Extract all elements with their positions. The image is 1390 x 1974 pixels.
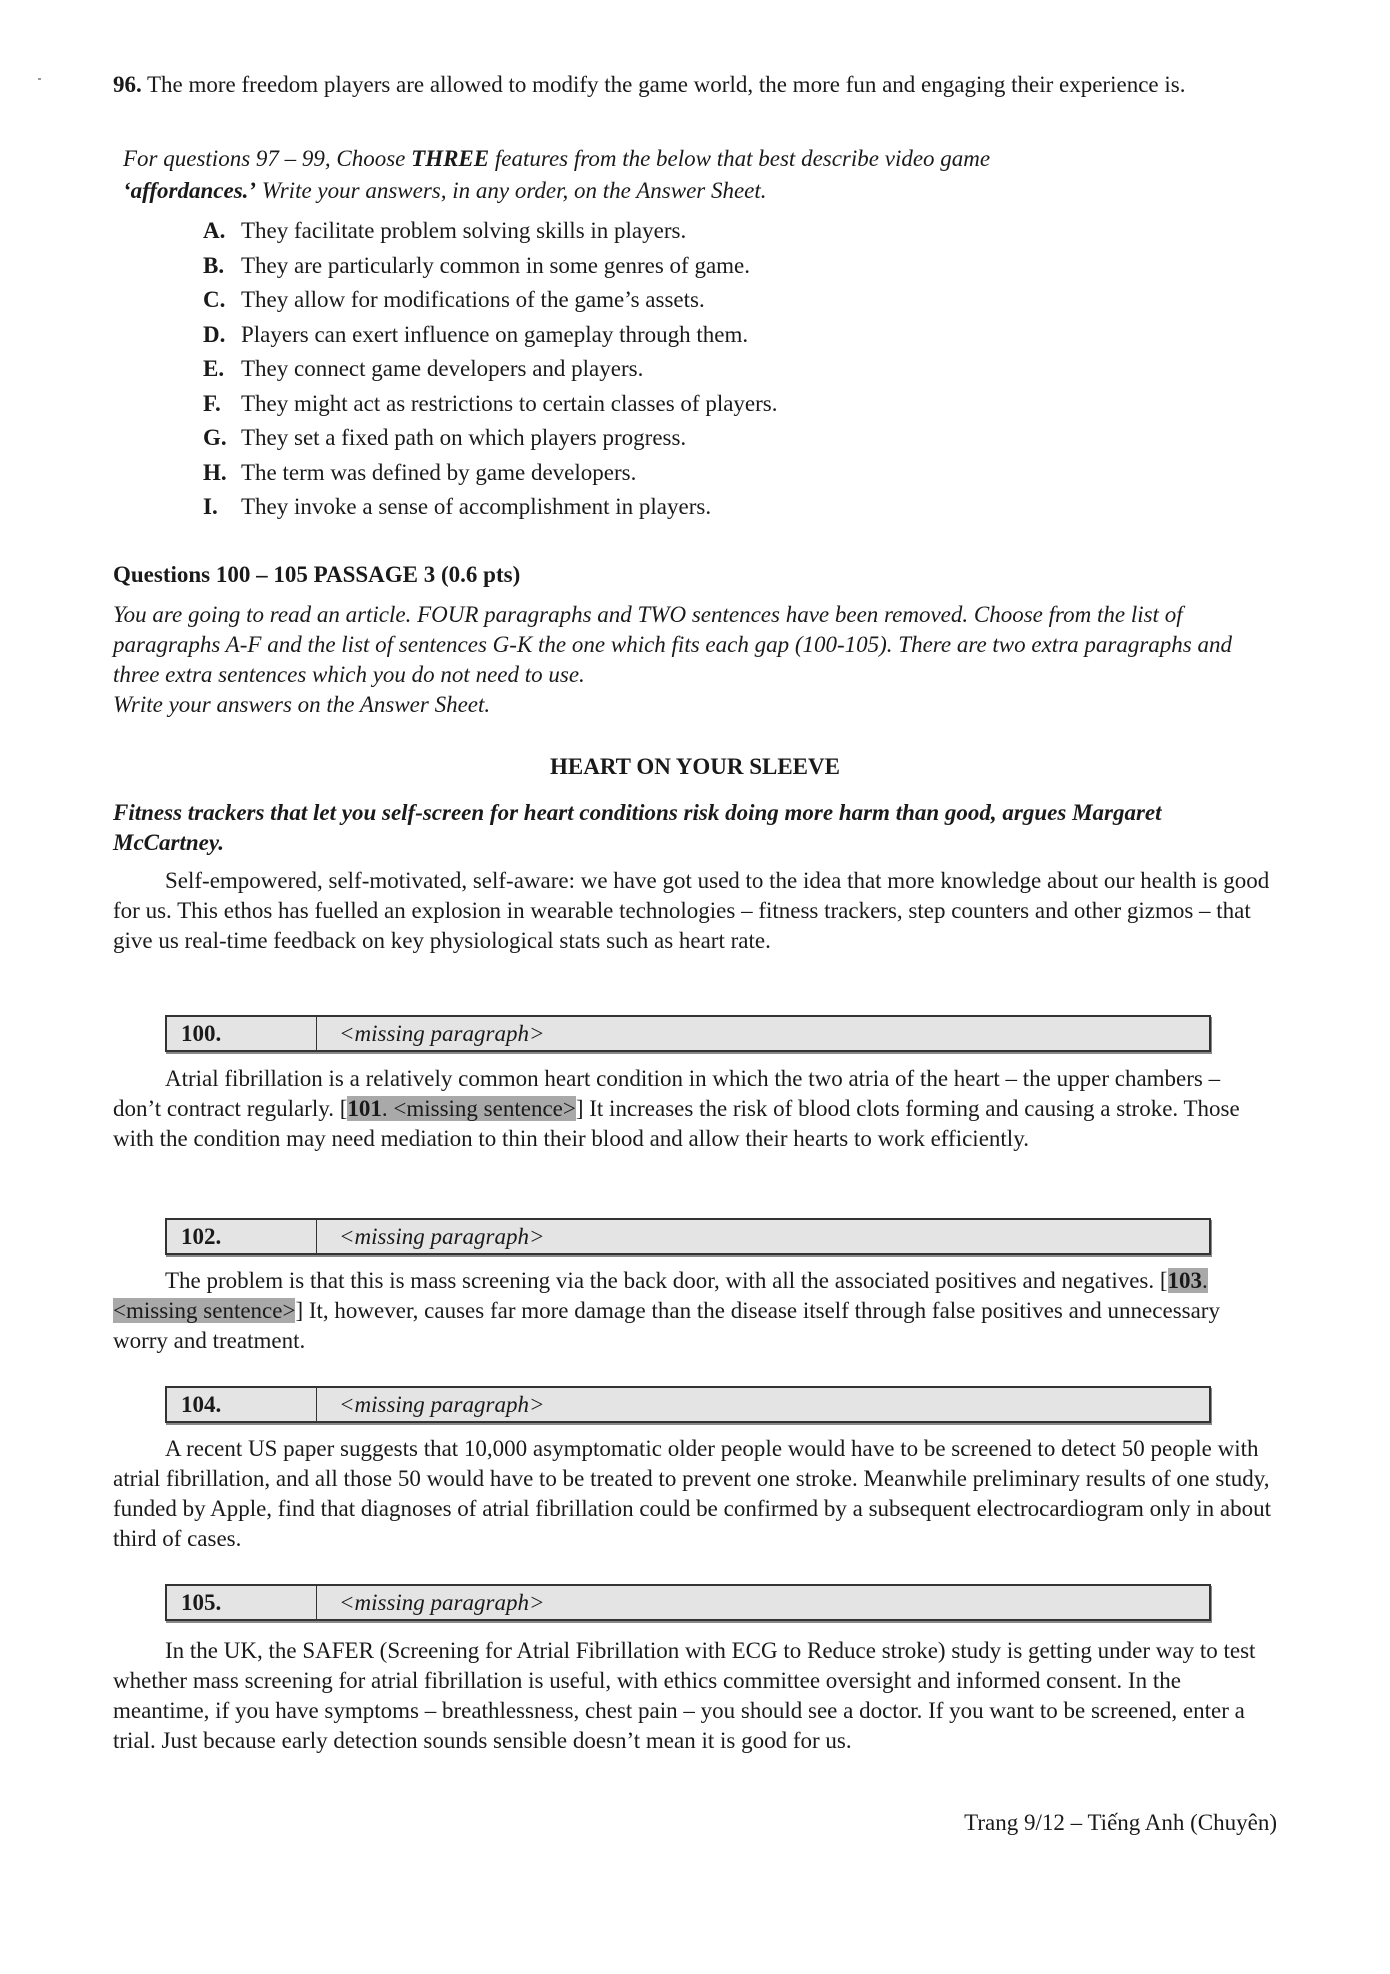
option-text: They allow for modifications of the game’s assets. xyxy=(241,287,705,312)
option-item xyxy=(203,421,1103,456)
option-text: They invoke a sense of accomplishment in players. xyxy=(241,494,712,519)
option-letter: G. xyxy=(203,425,227,450)
gap-number: 102. xyxy=(167,1220,317,1253)
gap-box-100 xyxy=(165,1015,1211,1052)
gap-label: <missing paragraph> xyxy=(339,1391,545,1417)
paragraph-text: The problem is that this is mass screening via the back door, with all the associated positives and negatives. [ xyxy=(165,1268,1168,1293)
option-letter: C. xyxy=(203,287,226,312)
gap-box-102 xyxy=(165,1218,1211,1255)
article-title: HEART ON YOUR SLEEVE xyxy=(550,754,840,779)
option-letter: A. xyxy=(203,218,226,243)
option-text: They connect game developers and players. xyxy=(241,356,644,381)
scan-speck xyxy=(38,78,41,80)
gap-number: 104. xyxy=(167,1388,317,1421)
gap-label: . <missing sentence> xyxy=(113,1268,1208,1323)
instruction-emphasis: THREE xyxy=(411,146,490,171)
gap-label: <missing paragraph> xyxy=(339,1223,545,1249)
option-letter: F. xyxy=(203,390,221,416)
paragraph-text: In the UK, the SAFER (Screening for Atrial Fibrillation with ECG to Reduce stroke) study is getting under way to test whether mass screening for atrial fibrillation is useful, with ethics committee oversight and informed consent. In the meantime, if you have symptoms – breathlessness, chest pain – you should see a doctor. If you want to be screened, enter a trial. Just because early detection sounds sensible doesn’t mean it is good for us. xyxy=(113,1638,1256,1753)
options-list xyxy=(203,214,1103,525)
paragraph-text: Self-empowered, self-motivated, self-aware: we have got used to the idea that more knowledge about our health is good for us. This ethos has fuelled an explosion in wearable technologies – fitness trackers, step counters and other gizmos – that give us real-time feedback on key physiological stats such as heart rate. xyxy=(113,868,1270,953)
gap-number: 101 xyxy=(347,1096,382,1121)
write-note: Write your answers on the Answer Sheet. xyxy=(113,692,491,717)
option-letter: B. xyxy=(203,252,225,278)
instruction-text: features from the below that best describe video game xyxy=(489,146,991,171)
option-item xyxy=(203,387,1103,422)
gap-number: 103 xyxy=(1167,1268,1203,1293)
option-item xyxy=(203,283,1103,318)
paragraph-4 xyxy=(113,1434,1273,1554)
option-letter: D. xyxy=(203,321,226,347)
instruction-term: ‘affordances.’ xyxy=(123,178,257,203)
question-number: 96. xyxy=(113,72,142,97)
option-text: Players can exert influence on gameplay through them. xyxy=(241,321,749,347)
option-item xyxy=(203,490,1103,525)
paragraph-2 xyxy=(113,1064,1273,1154)
option-item xyxy=(203,456,1103,491)
paragraph-5 xyxy=(113,1636,1273,1756)
section-heading: Questions 100 – 105 PASSAGE 3 (0.6 pts) xyxy=(113,562,521,587)
instruction-text: Write your answers, in any order, on the Answer Sheet. xyxy=(256,178,767,203)
option-text: They might act as restrictions to certain classes of players. xyxy=(241,390,778,416)
paragraph-1 xyxy=(113,866,1273,956)
gap-box-104 xyxy=(165,1386,1211,1423)
paragraph-text: A recent US paper suggests that 10,000 asymptomatic older people would have to be screened to detect 50 people with atrial fibrillation, and all those 50 would have to be treated to prevent one stroke. Meanwhile preliminary results of one study, funded by Apple, find that diagnoses of atrial fibrillation could be confirmed by a subsequent electrocardiogram only in about third of cases. xyxy=(113,1436,1271,1551)
option-text: They set a fixed path on which players progress. xyxy=(241,425,687,450)
gap-box-105 xyxy=(165,1584,1211,1621)
option-text: They facilitate problem solving skills in players. xyxy=(241,218,687,243)
option-text: They are particularly common in some genres of game. xyxy=(241,252,751,278)
option-text: The term was defined by game developers. xyxy=(241,459,637,485)
instructions-97-99 xyxy=(123,143,1243,207)
question-text: The more freedom players are allowed to modify the game world, the more fun and engaging their experience is. xyxy=(147,72,1186,97)
gap-label: <missing paragraph> xyxy=(339,1020,545,1046)
option-item xyxy=(203,214,1103,249)
gap-number: 100. xyxy=(167,1017,317,1050)
gap-label: . <missing sentence> xyxy=(381,1096,576,1121)
paragraph-text: ] It, however, causes far more damage than the disease itself through false positives and unnecessary worry and treatment. xyxy=(113,1298,1220,1353)
instruction-text: You are going to read an article. FOUR paragraphs and TWO sentences have been removed. Choose from the list of paragraphs A-F and the list of sentences G-K the one which fits each gap (100-105). There are two extra paragraphs and three extra sentences which you do not need to use. xyxy=(113,602,1233,687)
option-letter: E. xyxy=(203,356,225,381)
page-footer: Trang 9/12 – Tiếng Anh (Chuyên) xyxy=(964,1810,1277,1835)
gap-101-highlight xyxy=(347,1096,575,1121)
option-item xyxy=(203,318,1103,353)
section-instructions xyxy=(113,600,1273,720)
paragraph-text: ] It increases the risk of blood clots forming and causing a stroke. Those with the condition may need mediation to thin their blood and allow their hearts to work efficiently. xyxy=(113,1096,1240,1151)
article-subtitle: Fitness trackers that let you self-screen for heart conditions risk doing more harm than good, argues Margaret McCartney. xyxy=(113,800,1162,855)
instruction-text: For questions 97 – 99, Choose xyxy=(123,146,412,171)
paragraph-3 xyxy=(113,1266,1273,1356)
question-96 xyxy=(113,70,1253,100)
option-letter: H. xyxy=(203,459,227,485)
gap-number: 105. xyxy=(167,1586,317,1619)
gap-label: <missing paragraph> xyxy=(339,1589,545,1615)
option-item xyxy=(203,352,1103,387)
option-letter: I. xyxy=(203,494,218,519)
paragraph-text: Atrial fibrillation is a relatively common heart condition in which the two atria of the heart – the upper chambers – don’t contract regularly. [ xyxy=(113,1066,1221,1121)
option-item xyxy=(203,249,1103,284)
